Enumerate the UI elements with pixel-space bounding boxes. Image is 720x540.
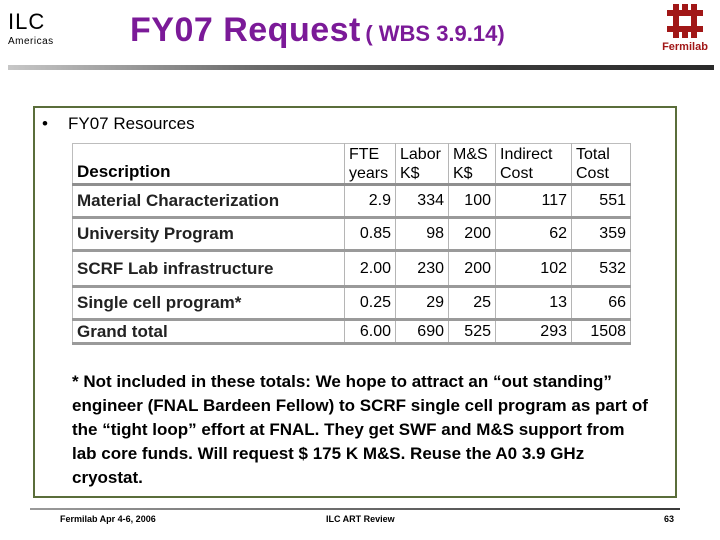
row-labor: 334 [396, 185, 449, 218]
row-indirect: 102 [496, 251, 572, 287]
header-divider [8, 65, 714, 70]
column-header-total: Total Cost [572, 144, 631, 185]
row-ms: 525 [449, 320, 496, 344]
slide-title-main: FY07 Request [130, 11, 361, 49]
row-labor: 230 [396, 251, 449, 287]
table-row-total [73, 320, 631, 344]
row-fte: 2.00 [345, 251, 396, 287]
row-description: Grand total [73, 320, 345, 344]
row-total: 532 [572, 251, 631, 287]
resources-table [72, 143, 631, 345]
row-total: 66 [572, 287, 631, 320]
row-fte: 6.00 [345, 320, 396, 344]
footer-title: ILC ART Review [326, 514, 395, 524]
row-fte: 2.9 [345, 185, 396, 218]
row-fte: 0.85 [345, 218, 396, 251]
fermilab-emblem-icon [665, 2, 705, 40]
column-header-description: Description [73, 144, 345, 185]
column-header-labor: Labor K$ [396, 144, 449, 185]
slide-title-wbs: ( WBS 3.9.14) [365, 21, 505, 46]
row-fte: 0.25 [345, 287, 396, 320]
table-row [73, 287, 631, 320]
ilc-logo-text: ILC [8, 9, 46, 34]
page-number: 63 [664, 514, 675, 524]
row-indirect: 117 [496, 185, 572, 218]
fermilab-logo-label: Fermilab [662, 41, 708, 53]
row-description: SCRF Lab infrastructure [73, 251, 345, 287]
footnote-text: * Not included in these totals: We hope to attract an “out standing” engineer (FNAL Bardeen Fellow) to SCRF single cell program as part of the “tight loop” effort at FNAL. They get SWF and M&S support from lab core funds. Will request $ 175 K M&S. Reuse the A0 3.9 GHz cryostat. [72, 372, 648, 487]
ilc-americas-logo [8, 10, 54, 47]
row-labor: 98 [396, 218, 449, 251]
row-ms: 100 [449, 185, 496, 218]
bullet-text: FY07 Resources [68, 114, 195, 133]
footer-event: Fermilab Apr 4-6, 2006 [60, 514, 156, 524]
row-ms: 25 [449, 287, 496, 320]
fermilab-logo [652, 2, 718, 53]
row-ms: 200 [449, 251, 496, 287]
row-total: 551 [572, 185, 631, 218]
table-row [73, 185, 631, 218]
row-labor: 29 [396, 287, 449, 320]
row-description: Single cell program* [73, 287, 345, 320]
row-description: University Program [73, 218, 345, 251]
row-total: 359 [572, 218, 631, 251]
column-header-fte: FTE years [345, 144, 396, 185]
bullet-item [42, 114, 195, 134]
bullet-dot-icon: • [42, 114, 48, 133]
row-ms: 200 [449, 218, 496, 251]
slide-title [130, 8, 650, 59]
column-header-indirect: Indirect Cost [496, 144, 572, 185]
row-labor: 690 [396, 320, 449, 344]
footer-divider [30, 508, 680, 510]
row-indirect: 293 [496, 320, 572, 344]
row-description: Material Characterization [73, 185, 345, 218]
table-row [73, 251, 631, 287]
table-row [73, 218, 631, 251]
row-indirect: 62 [496, 218, 572, 251]
row-total: 1508 [572, 320, 631, 344]
table-header-row [73, 144, 631, 185]
row-indirect: 13 [496, 287, 572, 320]
ilc-logo-subtitle: Americas [8, 36, 54, 47]
column-header-ms: M&S K$ [449, 144, 496, 185]
